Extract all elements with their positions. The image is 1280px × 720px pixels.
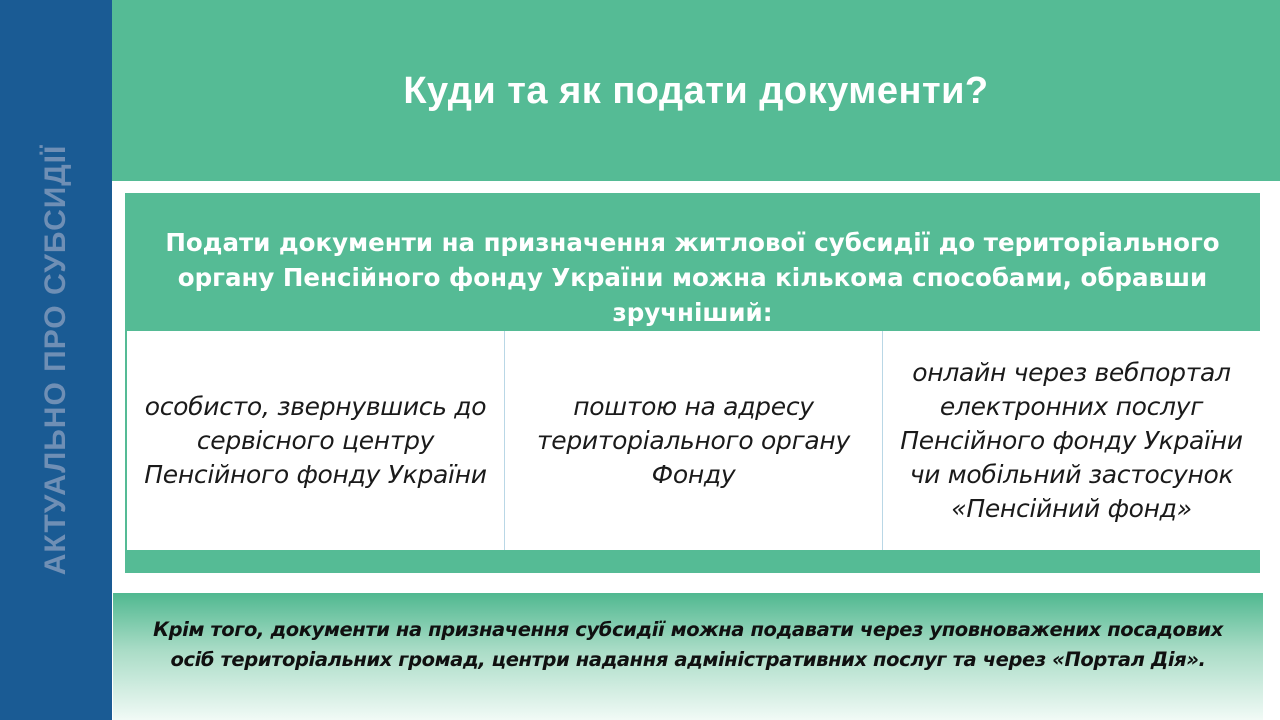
methods-panel <box>125 193 1260 573</box>
panel-intro: Подати документи на призначення житлової субсидії до територіального органу Пенсійного фонду України можна кількома способами, обравши зручніший: <box>165 228 1220 327</box>
method-card-post <box>505 331 883 550</box>
footer-note: Крім того, документи на призначення субсидії можна подавати через уповноважених посадових осіб територіальних громад, центри надання адміністративних послуг та через «Портал Дія». <box>153 618 1223 671</box>
sidebar <box>0 0 112 720</box>
method-card-in-person <box>127 331 505 550</box>
footer-note-box <box>113 593 1263 720</box>
method-text: онлайн через вебпортал електронних послуг Пенсійного фонду України чи мобільний застосунок «Пенсійний фонд» <box>900 357 1243 523</box>
title-bar <box>112 0 1280 181</box>
sidebar-label: АКТУАЛЬНО ПРО СУБСИДІЇ <box>39 144 72 576</box>
methods-list <box>127 331 1260 550</box>
page-title: Куди та як подати документи? <box>403 70 989 112</box>
method-card-online <box>883 331 1260 550</box>
method-text: поштою на адресу територіального органу Фонду <box>537 391 850 489</box>
method-text: особисто, звернувшись до сервісного центру Пенсійного фонду України <box>144 391 487 489</box>
